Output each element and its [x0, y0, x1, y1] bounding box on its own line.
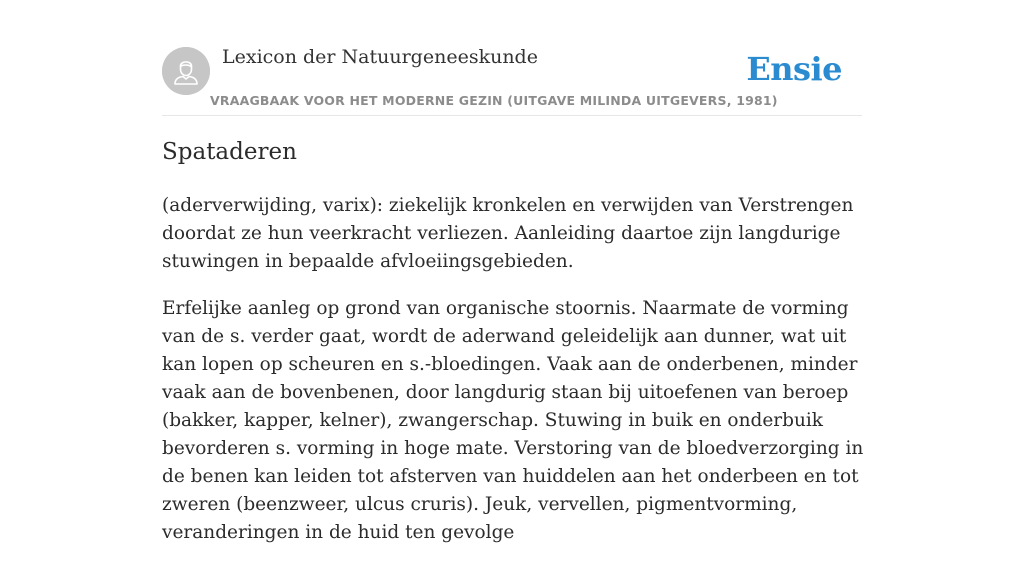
- entry-paragraph: (aderverwijding, varix): ziekelijk kronkelen en verwijden van Verstrengen doordat ze hun veerkracht verliezen. Aanleiding daartoe zijn langdurige stuwingen in bepaalde afvloeiingsgebieden.: [162, 195, 854, 272]
- entry-paragraph: Erfelijke aanleg op grond van organische stoornis. Naarmate de vorming van de s. verder gaat, wordt de aderwand geleidelijk aan dunner, wat uit kan lopen op scheuren en s.-bloedingen. Vaak aan de onderbenen, minder vaak aan de bovenbenen, door langdurig staan bij uitoefenen van beroep (bakker, kapper, kelner), zwangerschap. Stuwing in buik en onderbuik bevorderen s. vorming in hoge mate. Verstoring van de bloedverzorging in de benen kan leiden tot afsterven van huiddelen aan het onderbeen en tot zweren (beenzweer, ulcus cruris). Jeuk, vervellen, pigmentvorming, veranderingen in de huid ten gevolge: [162, 298, 864, 543]
- source-header: [162, 0, 862, 116]
- source-title-link[interactable]: Lexicon der Natuurgeneeskunde: [222, 46, 538, 68]
- ensie-logo[interactable]: Ensie: [746, 50, 842, 88]
- entry-body: [162, 192, 874, 566]
- source-subtitle: VRAAGBAAK VOOR HET MODERNE GEZIN (UITGAVE MILINDA UITGEVERS, 1981): [210, 93, 778, 108]
- entry-title: Spataderen: [162, 139, 297, 165]
- user-silhouette-icon[interactable]: [162, 47, 210, 95]
- content-container: [162, 0, 864, 543]
